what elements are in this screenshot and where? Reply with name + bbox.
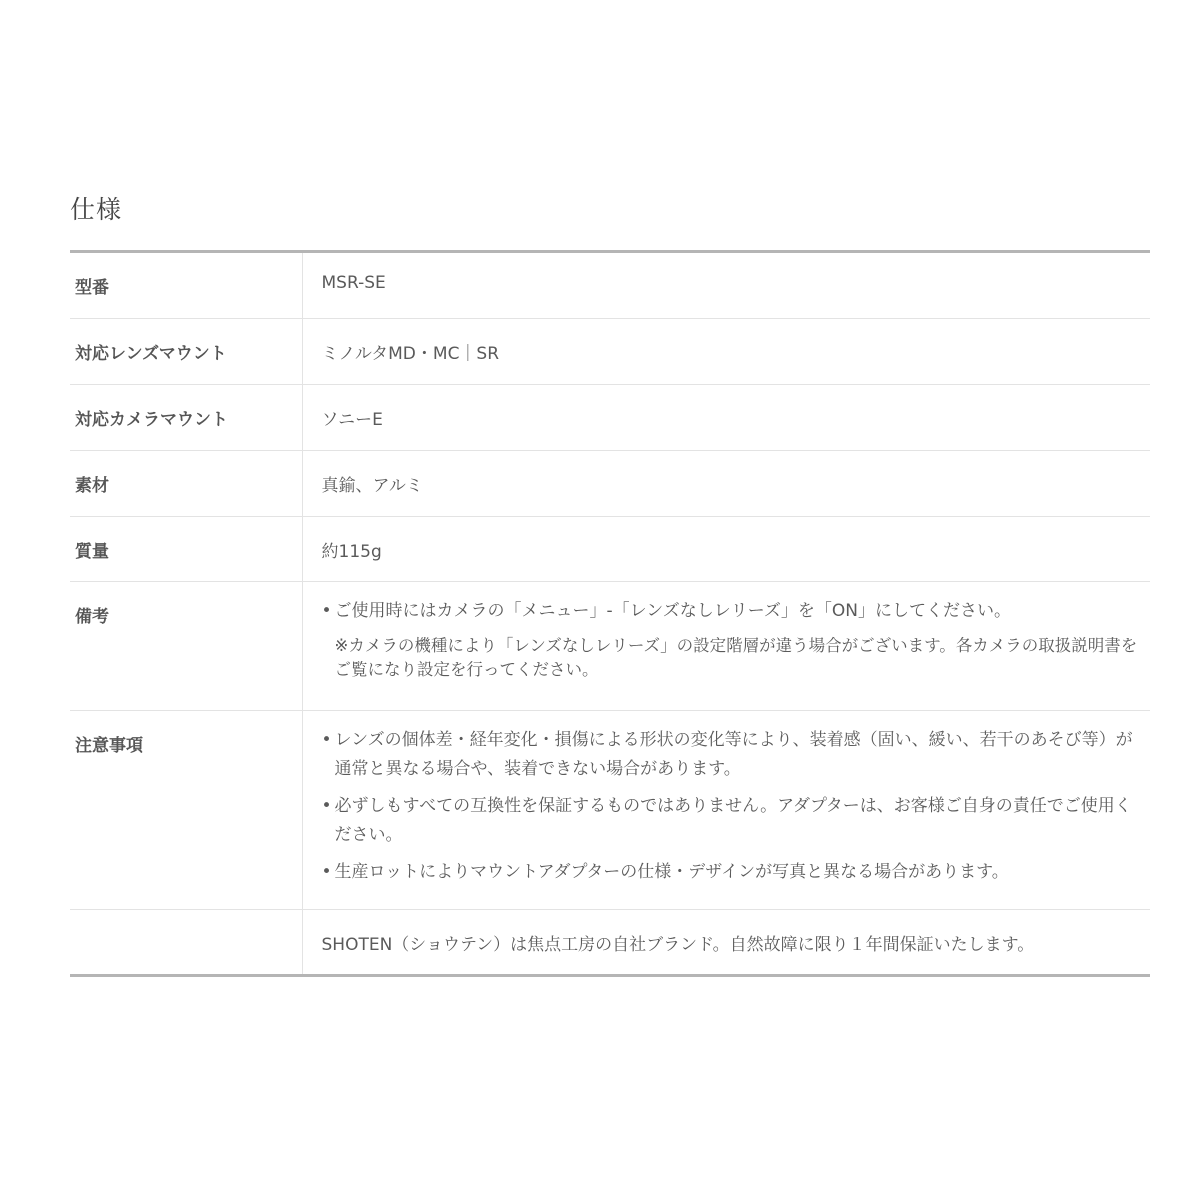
list-item-text: レンズの個体差・経年変化・損傷による形状の変化等により、装着感（固い、緩い、若干のあそび等）が通常と異なる場合や、装着できない場合があります。 — [334, 730, 1133, 779]
list-item — [322, 597, 1141, 626]
row-label-model: 型番 — [70, 252, 302, 319]
row-label-material: 素材 — [70, 451, 302, 517]
row-label-weight: 質量 — [70, 517, 302, 582]
list-item-text: ご使用時にはカメラの「メニュー」-「レンズなしレリーズ」を「ON」にしてください。 — [334, 601, 1011, 621]
row-value-remarks — [302, 582, 1150, 711]
list-item — [322, 858, 1141, 887]
table-row — [70, 711, 1150, 910]
table-row — [70, 451, 1150, 517]
remarks-note: ※カメラの機種により「レンズなしレリーズ」の設定階層が違う場合がございます。各カメラの取扱説明書をご覧になり設定を行ってください。 — [334, 636, 1138, 679]
list-item — [322, 726, 1141, 784]
table-row — [70, 582, 1150, 711]
bullet-icon: • — [321, 601, 332, 621]
row-label-camera-mount: 対応カメラマウント — [70, 385, 302, 451]
row-value-precautions — [302, 711, 1150, 910]
list-item-text: 生産ロットによりマウントアダプターの仕様・デザインが写真と異なる場合があります。 — [334, 862, 1009, 882]
page-title: 仕様 — [70, 195, 123, 224]
table-row — [70, 385, 1150, 451]
row-value-material: 真鍮、アルミ — [302, 451, 1150, 517]
row-label-empty — [70, 910, 302, 976]
row-value-warranty: SHOTEN（ショウテン）は焦点工房の自社ブランド。自然故障に限り１年間保証いたします。 — [321, 935, 1035, 955]
table-row — [70, 319, 1150, 385]
table-row — [70, 252, 1150, 319]
list-item — [322, 792, 1141, 850]
row-value-model: MSR-SE — [302, 252, 1150, 319]
spec-table — [70, 250, 1150, 977]
table-row — [70, 517, 1150, 582]
row-value-lens-mount: ミノルタMD・MC｜SR — [302, 319, 1150, 385]
row-label-remarks: 備考 — [70, 582, 302, 711]
row-label-precautions: 注意事項 — [70, 711, 302, 910]
bullet-icon: • — [321, 862, 332, 882]
row-value-camera-mount: ソニーE — [302, 385, 1150, 451]
row-label-lens-mount: 対応レンズマウント — [70, 319, 302, 385]
bullet-icon: • — [321, 796, 332, 816]
table-row — [70, 910, 1150, 976]
row-value-weight: 約115g — [302, 517, 1150, 582]
list-item-text: 必ずしもすべての互換性を保証するものではありません。アダプターは、お客様ご自身の責任でご使用ください。 — [334, 796, 1132, 845]
bullet-icon: • — [321, 730, 332, 750]
